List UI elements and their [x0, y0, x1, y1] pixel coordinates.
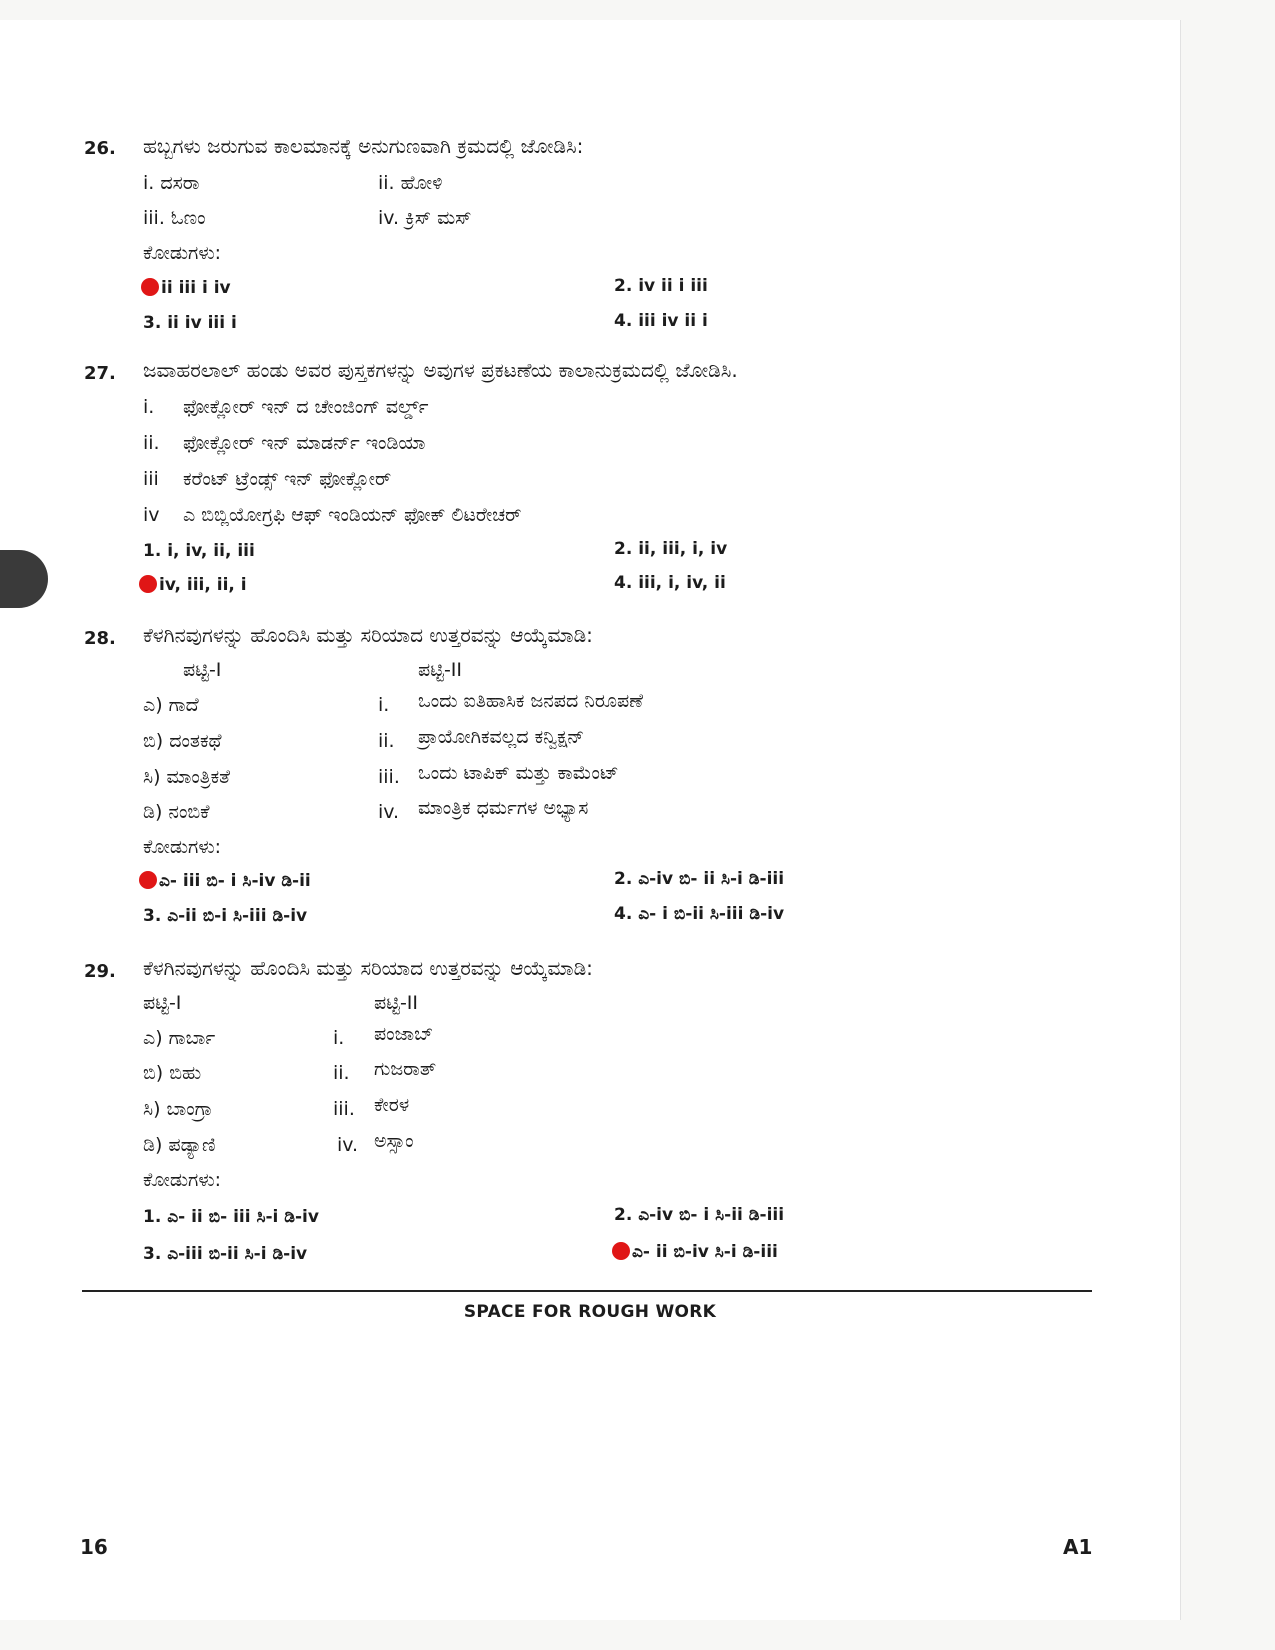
option-1[interactable]: 1. i, iv, ii, iii: [143, 541, 255, 561]
list-2-item: ಪ್ರಾಯೋಗಿಕವಲ್ಲದ ಕನ್ವಿಕ್ಷನ್: [418, 726, 585, 748]
booklet-code: A1: [1063, 1535, 1093, 1559]
list-2-item: ಕೇರಳ: [374, 1094, 410, 1116]
option-text: ಎ- iii ಬಿ- i ಸಿ-iv ಡಿ-ii: [159, 871, 311, 891]
list-1-item: ಬಿ) ಬಿಹು: [143, 1062, 202, 1084]
selected-answer-mark: [139, 575, 157, 593]
question-number: 28.: [84, 628, 116, 649]
list-2-item-number: ii.: [378, 730, 395, 752]
list-2-item-number: ii.: [333, 1062, 350, 1084]
selected-answer-mark: [141, 278, 159, 296]
list-1-item: ಎ) ಗಾದೆ: [143, 694, 199, 716]
selected-answer-mark: [612, 1242, 630, 1260]
list-2-heading: ಪಟ್ಟಿ-II: [418, 659, 463, 681]
selected-answer-mark: [139, 871, 157, 889]
option-4[interactable]: 4. ಎ- i ಬಿ-ii ಸಿ-iii ಡಿ-iv: [614, 904, 785, 924]
list-1-heading: ಪಟ್ಟಿ-I: [183, 659, 222, 681]
list-1-item: ಎ) ಗಾರ್ಬಾ: [143, 1027, 216, 1049]
list-item-number: ii.: [143, 432, 160, 454]
option-2[interactable]: 2. ii, iii, i, iv: [614, 539, 728, 559]
option-3[interactable]: 3. ಎ-ii ಬಿ-i ಸಿ-iii ಡಿ-iv: [143, 906, 308, 926]
list-2-item-number: iv.: [378, 801, 400, 823]
question-number: 26.: [84, 138, 116, 159]
option-text: ii iii i iv: [161, 278, 231, 298]
option-text: iv, iii, ii, i: [159, 575, 247, 595]
list-2-item-number: i.: [378, 694, 390, 716]
question-stem: ಹಬ್ಬಗಳು ಜರುಗುವ ಕಾಲಮಾನಕ್ಕೆ ಅನುಗುಣವಾಗಿ ಕ್ರಮದಲ್ಲಿ ಜೋಡಿಸಿ:: [143, 134, 584, 158]
list-item-number: i.: [143, 396, 155, 418]
divider-line: [82, 1290, 1092, 1292]
option-4[interactable]: 4. iii iv ii i: [614, 311, 708, 331]
option-4[interactable]: 4. iii, i, iv, ii: [614, 573, 726, 593]
option-2[interactable]: 2. iv ii i iii: [614, 276, 708, 296]
list-1-item: ಡಿ) ನಂಬಿಕೆ: [143, 801, 210, 823]
question-number: 29.: [84, 961, 116, 982]
question-stem: ಕೆಳಗಿನವುಗಳನ್ನು ಹೊಂದಿಸಿ ಮತ್ತು ಸರಿಯಾದ ಉತ್ತರವನ್ನು ಆಯ್ಕೆಮಾಡಿ:: [143, 623, 593, 647]
list-item: iv. ಕ್ರಿಸ್ ಮಸ್: [378, 207, 472, 229]
list-1-item: ಬಿ) ದಂತಕಥೆ: [143, 730, 222, 752]
list-1-heading: ಪಟ್ಟಿ-I: [143, 992, 182, 1014]
list-2-item: ಅಸ್ಸಾಂ: [374, 1130, 414, 1152]
question-stem: ಜವಾಹರಲಾಲ್ ಹಂಡು ಅವರ ಪುಸ್ತಕಗಳನ್ನು ಅವುಗಳ ಪ್ರಕಟಣೆಯ ಕಾಲಾನುಕ್ರಮದಲ್ಲಿ ಜೋಡಿಸಿ.: [143, 358, 738, 382]
list-2-item: ಒಂದು ಟಾಪಿಕ್ ಮತ್ತು ಕಾಮೆಂಟ್: [418, 762, 619, 784]
option-3[interactable]: 3. ಎ-iii ಬಿ-ii ಸಿ-i ಡಿ-iv: [143, 1244, 308, 1264]
list-1-item: ಡಿ) ಪಡ್ಯಾಣಿ: [143, 1134, 216, 1156]
list-item: ii. ಹೋಳಿ: [378, 172, 443, 194]
codes-label: ಕೋಡುಗಳು:: [143, 1169, 222, 1191]
option-1[interactable]: [139, 871, 311, 891]
list-item: iii. ಓಣಂ: [143, 207, 206, 229]
question-number: 27.: [84, 363, 116, 384]
option-2[interactable]: 2. ಎ-iv ಬಿ- ii ಸಿ-i ಡಿ-iii: [614, 869, 785, 889]
option-3[interactable]: 3. ii iv iii i: [143, 313, 237, 333]
option-text: ಎ- ii ಬಿ-iv ಸಿ-i ಡಿ-iii: [632, 1242, 778, 1262]
option-1[interactable]: [141, 278, 231, 298]
option-2[interactable]: 2. ಎ-iv ಬಿ- i ಸಿ-ii ಡಿ-iii: [614, 1205, 785, 1225]
list-2-item-number: iv.: [337, 1134, 359, 1156]
option-1[interactable]: 1. ಎ- ii ಬಿ- iii ಸಿ-i ಡಿ-iv: [143, 1207, 319, 1227]
question-stem: ಕೆಳಗಿನವುಗಳನ್ನು ಹೊಂದಿಸಿ ಮತ್ತು ಸರಿಯಾದ ಉತ್ತರವನ್ನು ಆಯ್ಕೆಮಾಡಿ:: [143, 956, 593, 980]
rough-work-heading: SPACE FOR ROUGH WORK: [463, 1302, 717, 1322]
list-1-item: ಸಿ) ಬಾಂಗ್ರಾ: [143, 1098, 213, 1120]
list-item: ಎ ಬಿಬ್ಲಿಯೋಗ್ರಫಿ ಆಫ್ ಇಂಡಿಯನ್ ಫೋಕ್ ಲಿಟರೇಚರ್: [183, 504, 522, 526]
list-2-item-number: iii.: [333, 1098, 355, 1120]
page-number: 16: [80, 1535, 108, 1559]
list-2-heading: ಪಟ್ಟಿ-II: [374, 992, 419, 1014]
codes-label: ಕೋಡುಗಳು:: [143, 836, 222, 858]
list-2-item: ಗುಜರಾತ್: [374, 1058, 437, 1080]
option-4[interactable]: [612, 1242, 778, 1262]
list-2-item: ಒಂದು ಐತಿಹಾಸಿಕ ಜನಪದ ನಿರೂಪಣೆ: [418, 690, 644, 712]
list-item-number: iii: [143, 468, 159, 490]
list-item: ಫೋಕ್ಲೋರ್ ಇನ್ ದ ಚೇಂಜಿಂಗ್ ವರ್ಲ್ಡ್: [183, 396, 429, 418]
list-2-item: ಪಂಜಾಬ್: [374, 1023, 434, 1045]
list-2-item-number: i.: [333, 1027, 345, 1049]
list-item: i. ದಸರಾ: [143, 172, 200, 194]
list-item: ಫೋಕ್ಲೋರ್ ಇನ್ ಮಾಡರ್ನ್ ಇಂಡಿಯಾ: [183, 432, 426, 454]
list-item-number: iv: [143, 504, 160, 526]
list-1-item: ಸಿ) ಮಾಂತ್ರಿಕತೆ: [143, 766, 230, 788]
option-3[interactable]: [139, 575, 247, 595]
list-2-item: ಮಾಂತ್ರಿಕ ಧರ್ಮಗಳ ಅಭ್ಯಾಸ: [418, 797, 589, 819]
list-item: ಕರೆಂಟ್ ಟ್ರೆಂಡ್ಸ್ ಇನ್ ಫೋಕ್ಲೋರ್: [183, 468, 392, 490]
codes-label: ಕೋಡುಗಳು:: [143, 242, 222, 264]
list-2-item-number: iii.: [378, 766, 400, 788]
